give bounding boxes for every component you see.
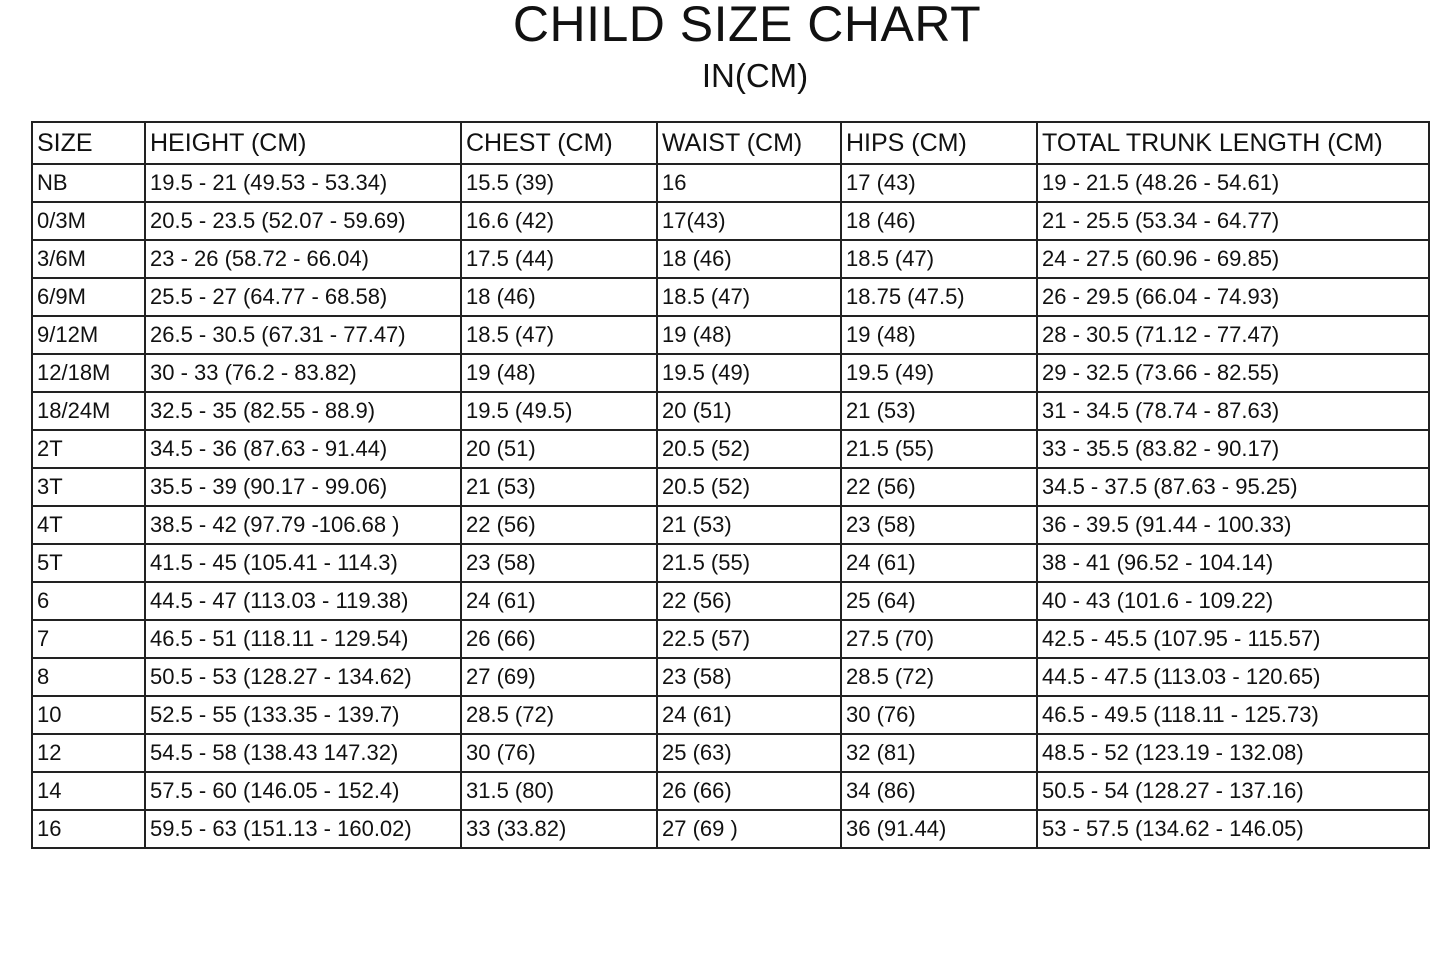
table-row [32,734,1429,772]
page-title: CHILD SIZE CHART [512,0,982,52]
cell-size: 0/3M [32,202,145,240]
cell-trunk-length: 53 - 57.5 (134.62 - 146.05) [1037,810,1429,848]
table-row [32,202,1429,240]
cell-size: 10 [32,696,145,734]
cell-size: 7 [32,620,145,658]
cell-hips: 22 (56) [841,468,1037,506]
cell-height: 38.5 - 42 (97.79 -106.68 ) [145,506,461,544]
cell-trunk-length: 33 - 35.5 (83.82 - 90.17) [1037,430,1429,468]
cell-size: 8 [32,658,145,696]
cell-waist: 23 (58) [657,658,841,696]
cell-size: NB [32,164,145,202]
cell-hips: 17 (43) [841,164,1037,202]
cell-waist: 24 (61) [657,696,841,734]
cell-size: 12 [32,734,145,772]
cell-waist: 25 (63) [657,734,841,772]
cell-height: 34.5 - 36 (87.63 - 91.44) [145,430,461,468]
cell-waist: 26 (66) [657,772,841,810]
cell-chest: 19 (48) [461,354,657,392]
cell-trunk-length: 29 - 32.5 (73.66 - 82.55) [1037,354,1429,392]
table-header [32,122,1429,164]
table-row [32,772,1429,810]
header-waist: WAIST (CM) [657,122,841,164]
cell-chest: 21 (53) [461,468,657,506]
table-row [32,696,1429,734]
cell-size: 3/6M [32,240,145,278]
cell-waist: 19.5 (49) [657,354,841,392]
cell-waist: 21.5 (55) [657,544,841,582]
header-chest: CHEST (CM) [461,122,657,164]
cell-height: 19.5 - 21 (49.53 - 53.34) [145,164,461,202]
cell-height: 44.5 - 47 (113.03 - 119.38) [145,582,461,620]
cell-chest: 16.6 (42) [461,202,657,240]
cell-hips: 32 (81) [841,734,1037,772]
cell-waist: 18 (46) [657,240,841,278]
cell-hips: 23 (58) [841,506,1037,544]
cell-waist: 17(43) [657,202,841,240]
cell-waist: 16 [657,164,841,202]
cell-hips: 21.5 (55) [841,430,1037,468]
cell-trunk-length: 36 - 39.5 (91.44 - 100.33) [1037,506,1429,544]
cell-height: 30 - 33 (76.2 - 83.82) [145,354,461,392]
cell-height: 50.5 - 53 (128.27 - 134.62) [145,658,461,696]
cell-chest: 17.5 (44) [461,240,657,278]
cell-waist: 21 (53) [657,506,841,544]
cell-hips: 25 (64) [841,582,1037,620]
page-subtitle: IN(CM) [701,57,809,94]
cell-waist: 18.5 (47) [657,278,841,316]
cell-size: 9/12M [32,316,145,354]
table-row [32,468,1429,506]
cell-size: 5T [32,544,145,582]
cell-trunk-length: 34.5 - 37.5 (87.63 - 95.25) [1037,468,1429,506]
cell-trunk-length: 50.5 - 54 (128.27 - 137.16) [1037,772,1429,810]
cell-height: 54.5 - 58 (138.43 147.32) [145,734,461,772]
header-trunk-length: TOTAL TRUNK LENGTH (CM) [1037,122,1429,164]
cell-trunk-length: 48.5 - 52 (123.19 - 132.08) [1037,734,1429,772]
cell-size: 6 [32,582,145,620]
cell-chest: 20 (51) [461,430,657,468]
cell-chest: 22 (56) [461,506,657,544]
table-row [32,810,1429,848]
cell-waist: 20 (51) [657,392,841,430]
cell-height: 26.5 - 30.5 (67.31 - 77.47) [145,316,461,354]
cell-chest: 33 (33.82) [461,810,657,848]
table-body [32,164,1429,848]
cell-height: 41.5 - 45 (105.41 - 114.3) [145,544,461,582]
table-row [32,430,1429,468]
cell-chest: 28.5 (72) [461,696,657,734]
table-row [32,278,1429,316]
table-row [32,164,1429,202]
cell-waist: 27 (69 ) [657,810,841,848]
table-row [32,354,1429,392]
cell-hips: 19 (48) [841,316,1037,354]
cell-trunk-length: 46.5 - 49.5 (118.11 - 125.73) [1037,696,1429,734]
cell-trunk-length: 31 - 34.5 (78.74 - 87.63) [1037,392,1429,430]
cell-trunk-length: 38 - 41 (96.52 - 104.14) [1037,544,1429,582]
cell-size: 2T [32,430,145,468]
size-chart-table [31,121,1430,849]
cell-trunk-length: 21 - 25.5 (53.34 - 64.77) [1037,202,1429,240]
cell-waist: 20.5 (52) [657,468,841,506]
cell-hips: 30 (76) [841,696,1037,734]
cell-hips: 34 (86) [841,772,1037,810]
cell-chest: 18.5 (47) [461,316,657,354]
cell-waist: 19 (48) [657,316,841,354]
cell-chest: 24 (61) [461,582,657,620]
cell-trunk-length: 42.5 - 45.5 (107.95 - 115.57) [1037,620,1429,658]
cell-size: 16 [32,810,145,848]
cell-height: 59.5 - 63 (151.13 - 160.02) [145,810,461,848]
table-row [32,316,1429,354]
cell-chest: 31.5 (80) [461,772,657,810]
table-row [32,240,1429,278]
cell-trunk-length: 24 - 27.5 (60.96 - 69.85) [1037,240,1429,278]
cell-chest: 26 (66) [461,620,657,658]
cell-size: 3T [32,468,145,506]
cell-height: 32.5 - 35 (82.55 - 88.9) [145,392,461,430]
cell-height: 35.5 - 39 (90.17 - 99.06) [145,468,461,506]
cell-chest: 30 (76) [461,734,657,772]
table-row [32,392,1429,430]
header-row [32,122,1429,164]
table-row [32,658,1429,696]
cell-size: 4T [32,506,145,544]
header-height: HEIGHT (CM) [145,122,461,164]
cell-size: 12/18M [32,354,145,392]
cell-height: 25.5 - 27 (64.77 - 68.58) [145,278,461,316]
cell-height: 52.5 - 55 (133.35 - 139.7) [145,696,461,734]
cell-hips: 36 (91.44) [841,810,1037,848]
cell-size: 14 [32,772,145,810]
cell-waist: 22 (56) [657,582,841,620]
cell-trunk-length: 28 - 30.5 (71.12 - 77.47) [1037,316,1429,354]
cell-hips: 19.5 (49) [841,354,1037,392]
cell-hips: 24 (61) [841,544,1037,582]
cell-size: 18/24M [32,392,145,430]
cell-height: 57.5 - 60 (146.05 - 152.4) [145,772,461,810]
cell-height: 20.5 - 23.5 (52.07 - 59.69) [145,202,461,240]
cell-chest: 27 (69) [461,658,657,696]
cell-waist: 20.5 (52) [657,430,841,468]
cell-chest: 19.5 (49.5) [461,392,657,430]
cell-size: 6/9M [32,278,145,316]
cell-hips: 28.5 (72) [841,658,1037,696]
cell-hips: 21 (53) [841,392,1037,430]
cell-trunk-length: 19 - 21.5 (48.26 - 54.61) [1037,164,1429,202]
table-row [32,544,1429,582]
cell-hips: 27.5 (70) [841,620,1037,658]
table-row [32,620,1429,658]
cell-hips: 18 (46) [841,202,1037,240]
cell-chest: 18 (46) [461,278,657,316]
table-row [32,506,1429,544]
cell-trunk-length: 40 - 43 (101.6 - 109.22) [1037,582,1429,620]
cell-trunk-length: 44.5 - 47.5 (113.03 - 120.65) [1037,658,1429,696]
cell-height: 46.5 - 51 (118.11 - 129.54) [145,620,461,658]
table-row [32,582,1429,620]
cell-height: 23 - 26 (58.72 - 66.04) [145,240,461,278]
header-size: SIZE [32,122,145,164]
cell-trunk-length: 26 - 29.5 (66.04 - 74.93) [1037,278,1429,316]
cell-waist: 22.5 (57) [657,620,841,658]
cell-chest: 23 (58) [461,544,657,582]
cell-hips: 18.75 (47.5) [841,278,1037,316]
cell-hips: 18.5 (47) [841,240,1037,278]
cell-chest: 15.5 (39) [461,164,657,202]
header-hips: HIPS (CM) [841,122,1037,164]
